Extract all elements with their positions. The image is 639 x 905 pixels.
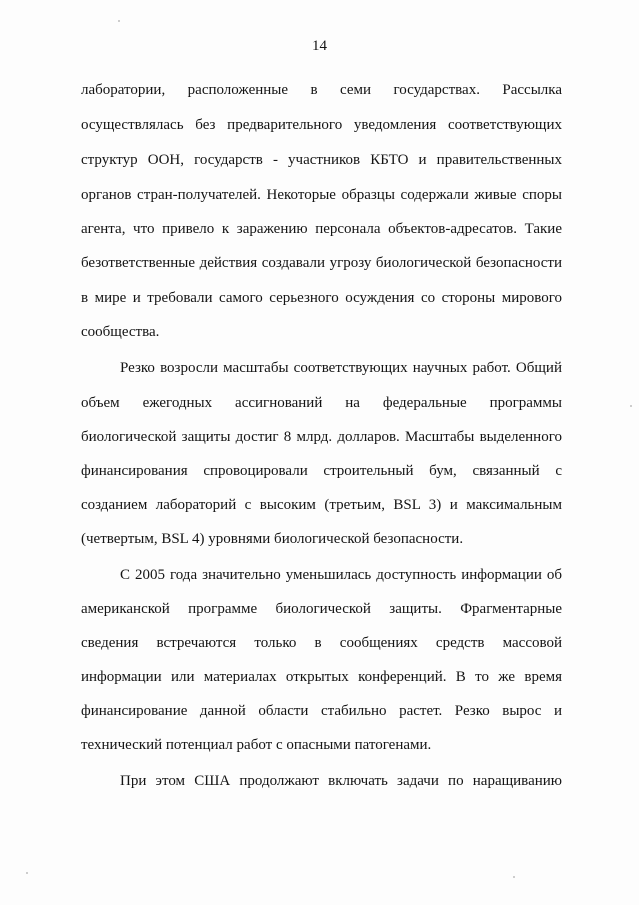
- page-number: 14: [312, 38, 327, 54]
- text-line: При этом США продолжают включать задачи по наращиванию: [120, 773, 562, 789]
- scan-speck: [118, 20, 120, 22]
- text-line: (четвертым, BSL 4) уровнями биологической безопасности.: [81, 531, 464, 547]
- text-line: финансирования спровоцировали строительный бум, связанный с: [81, 463, 562, 479]
- text-line: С 2005 года значительно уменьшилась доступность информации об: [120, 567, 562, 583]
- text-line: Резко возросли масштабы соответствующих научных работ. Общий: [120, 360, 562, 376]
- scan-speck: [630, 405, 632, 407]
- text-line: финансирование данной области стабильно растет. Резко вырос и: [81, 703, 562, 719]
- text-line: американской программе биологической защиты. Фрагментарные: [81, 601, 562, 617]
- text-line: сообщества.: [81, 324, 160, 340]
- text-line: информации или материалах открытых конференций. В то же время: [81, 669, 562, 685]
- text-line: органов стран-получателей. Некоторые образцы содержали живые споры: [81, 187, 562, 203]
- text-line: в мире и требовали самого серьезного осуждения со стороны мирового: [81, 290, 562, 306]
- text-line: осуществлялась без предварительного уведомления соответствующих: [81, 117, 562, 133]
- text-line: технический потенциал работ с опасными патогенами.: [81, 737, 432, 753]
- text-line: безответственные действия создавали угрозу биологической безопасности: [81, 255, 562, 271]
- text-line: объем ежегодных ассигнований на федеральные программы: [81, 395, 562, 411]
- scan-speck: [513, 876, 515, 878]
- text-line: биологической защиты достиг 8 млрд. долларов. Масштабы выделенного: [81, 429, 562, 445]
- scan-speck: [26, 872, 28, 874]
- text-line: структур ООН, государств - участников КБТО и правительственных: [81, 152, 562, 168]
- text-line: созданием лабораторий с высоким (третьим, BSL 3) и максимальным: [81, 497, 562, 513]
- text-line: агента, что привело к заражению персонала объектов-адресатов. Такие: [81, 221, 562, 237]
- text-line: сведения встречаются только в сообщениях средств массовой: [81, 635, 562, 651]
- text-line: лаборатории, расположенные в семи государствах. Рассылка: [81, 82, 562, 98]
